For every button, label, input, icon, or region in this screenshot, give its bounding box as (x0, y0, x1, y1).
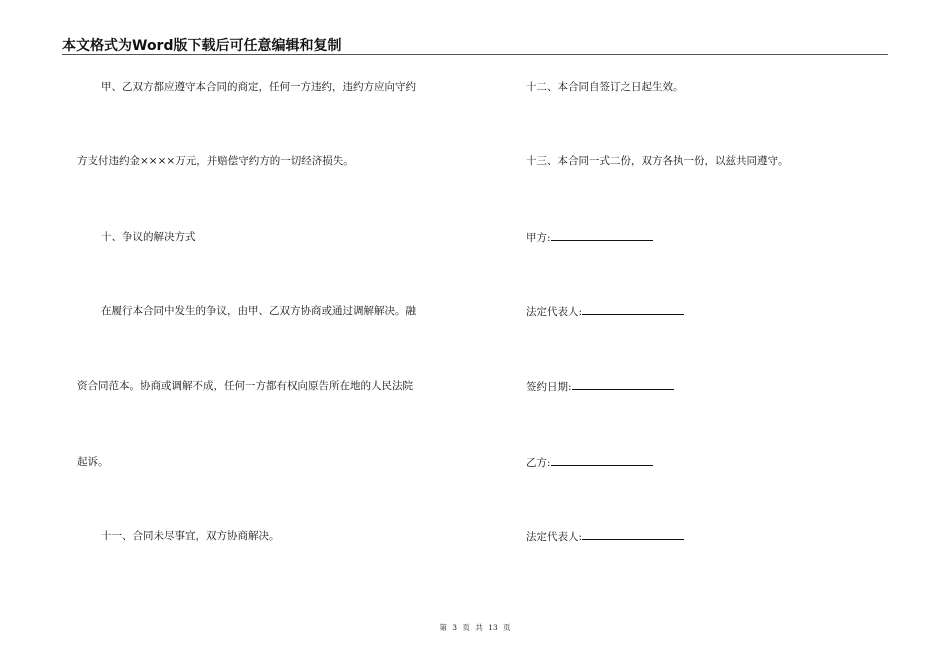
footer-prefix: 第 (439, 623, 447, 632)
signature-rep-a-label: 法定代表人: (526, 306, 583, 318)
signature-party-b-blank (551, 455, 653, 466)
section-heading-dispute: 十、争议的解决方式 (101, 231, 196, 243)
header-title: 本文格式为Word版下载后可任意编辑和复制 (62, 38, 342, 54)
signature-rep-b (526, 529, 684, 544)
footer-total-unit: 页 (503, 623, 511, 632)
right-line-1: 十二、本合同自签订之日起生效。 (526, 81, 684, 93)
signature-date (526, 379, 674, 394)
page-footer (0, 622, 950, 633)
footer-page-number: 3 (452, 623, 458, 632)
section-heading-other: 十一、合同未尽事宜，双方协商解决。 (101, 530, 280, 542)
signature-party-a-label: 甲方: (526, 232, 551, 244)
left-line-6: 起诉。 (77, 456, 109, 468)
left-line-5: 资合同范本。协商或调解不成，任何一方都有权向原告所在地的人民法院 (77, 380, 413, 392)
footer-total-prefix: 共 (475, 623, 483, 632)
footer-total-pages: 13 (488, 623, 498, 632)
right-line-2: 十三、本合同一式二份，双方各执一份，以兹共同遵守。 (526, 155, 789, 167)
signature-rep-b-label: 法定代表人: (526, 531, 583, 543)
signature-rep-a-blank (582, 304, 684, 315)
signature-party-a-blank (551, 230, 653, 241)
signature-party-b (526, 455, 653, 470)
signature-rep-b-blank (582, 529, 684, 540)
page-header (62, 34, 888, 55)
left-line-1: 甲、乙双方都应遵守本合同的商定，任何一方违约，违约方应向守约 (101, 81, 416, 93)
left-line-2: 方支付违约金××××万元，并赔偿守约方的一切经济损失。 (77, 155, 354, 167)
signature-date-blank (572, 379, 674, 390)
footer-page-unit: 页 (462, 623, 470, 632)
signature-date-label: 签约日期: (526, 381, 572, 393)
signature-party-a (526, 230, 653, 245)
signature-party-b-label: 乙方: (526, 457, 551, 469)
left-line-4: 在履行本合同中发生的争议，由甲、乙双方协商或通过调解解决。融 (101, 305, 416, 317)
signature-rep-a (526, 304, 684, 319)
